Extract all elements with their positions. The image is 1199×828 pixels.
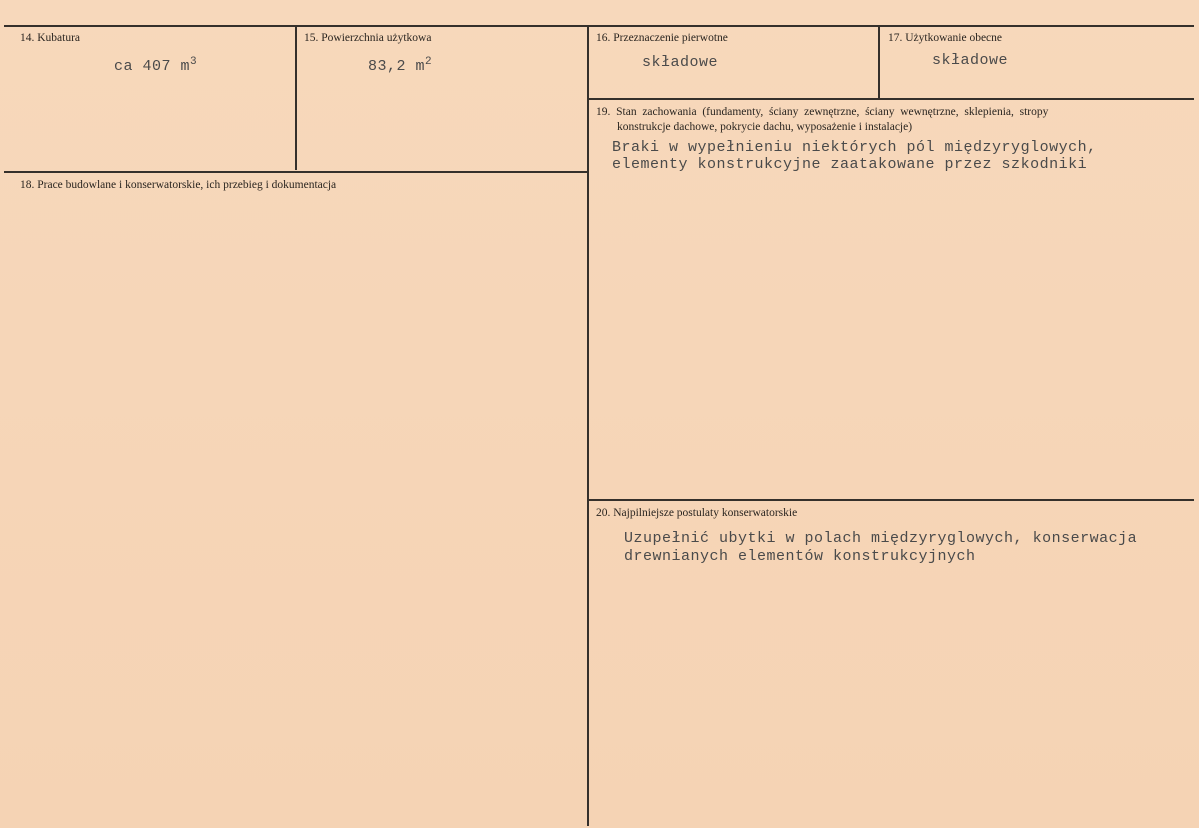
rule-under-14-15 [4, 171, 588, 173]
top-rule [4, 25, 1194, 27]
field-19-label-line2: konstrukcje dachowe, pokrycie dachu, wyposażenie i instalacje) [617, 121, 913, 133]
field-18-label: 18. Prace budowlane i konserwatorskie, ich przebieg i dokumentacja [20, 179, 337, 191]
field-19-value-line1: Braki w wypełnieniu niektórych pól międzyryglowych, [612, 139, 1097, 156]
field-19-label-line1: 19. Stan zachowania (fundamenty, ściany zewnętrzne, ściany wewnętrzne, sklepienia, stropy [596, 106, 1049, 118]
field-14-label: 14. Kubatura [20, 32, 81, 44]
field-19-value-line2: elementy konstrukcyjne zaatakowane przez szkodniki [612, 156, 1088, 173]
field-20-value-line1: Uzupełnić ubytki w polach międzyryglowych, konserwacja [624, 530, 1138, 547]
field-17-value: składowe [932, 52, 1009, 69]
rule-under-16-17 [588, 98, 1194, 100]
divider-16-17 [878, 26, 880, 98]
field-16-value: składowe [642, 54, 719, 71]
field-14-value-exponent: 3 [190, 56, 198, 68]
divider-14-15 [295, 26, 297, 170]
field-20-value-line2: drewnianych elementów konstrukcyjnych [624, 548, 976, 565]
field-15-value-text: 83,2 m [368, 58, 426, 75]
field-17-label: 17. Użytkowanie obecne [888, 32, 1003, 44]
field-15-value [368, 58, 432, 75]
field-14-value [114, 58, 197, 75]
field-20-label: 20. Najpilniejsze postulaty konserwatorskie [596, 507, 798, 519]
field-16-label: 16. Przeznaczenie pierwotne [596, 32, 728, 44]
field-15-label: 15. Powierzchnia użytkowa [304, 32, 432, 44]
field-14-value-text: ca 407 m [114, 58, 191, 75]
rule-above-20 [588, 499, 1194, 501]
field-15-value-exponent: 2 [425, 56, 433, 68]
main-divider [587, 26, 589, 826]
